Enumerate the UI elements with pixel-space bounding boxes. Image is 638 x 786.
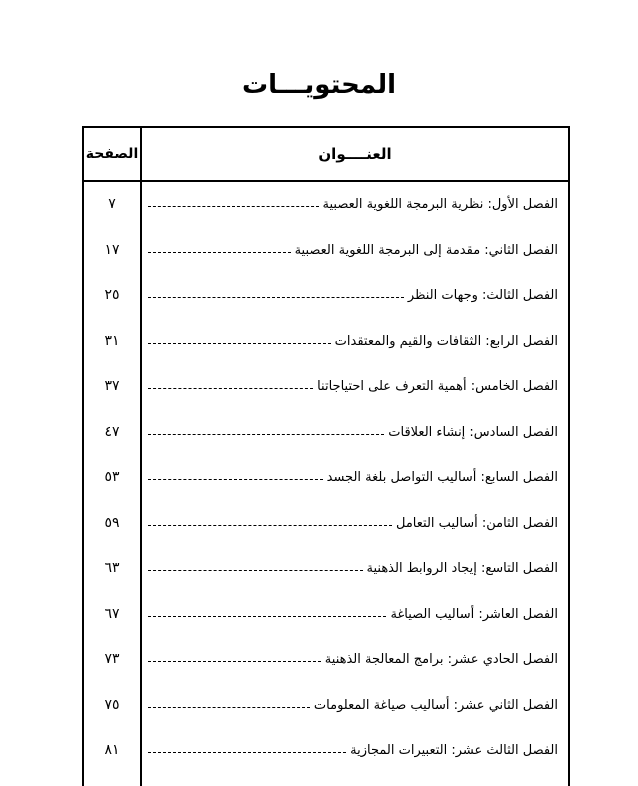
chapter-title: الفصل الرابع: الثقافات والقيم والمعتقدات xyxy=(334,333,558,349)
toc-row[interactable] xyxy=(84,228,568,274)
dot-leader xyxy=(148,479,323,480)
dot-leader xyxy=(148,616,386,617)
chapter-entry xyxy=(146,182,558,228)
dot-leader xyxy=(148,297,404,298)
chapter-title: الفصل الخامس: أهمية التعرف على احتياجاتنا xyxy=(317,379,558,395)
dot-leader xyxy=(148,752,346,753)
toc-row[interactable] xyxy=(84,410,568,456)
page-number: ٧٥ xyxy=(104,696,120,713)
dot-leader xyxy=(148,388,313,389)
header-title-label: العنــــوان xyxy=(318,145,392,163)
page-title: المحتويـــات xyxy=(241,70,397,100)
toc-rows xyxy=(84,182,568,774)
page-number: ٣١ xyxy=(104,332,120,349)
chapter-entry xyxy=(146,546,558,592)
page-number: ٨١ xyxy=(104,742,120,758)
header-page-label: الصفحة xyxy=(85,146,139,162)
dot-leader xyxy=(148,434,384,435)
toc-row[interactable] xyxy=(84,455,568,501)
dot-leader xyxy=(148,206,319,207)
chapter-title: الفصل الثالث عشر: التعبيرات المجازية xyxy=(350,743,558,759)
page-number: ٥٣ xyxy=(104,469,120,485)
chapter-entry xyxy=(146,728,558,774)
page-number: ٤٧ xyxy=(104,423,120,440)
toc-row[interactable] xyxy=(84,319,568,365)
page-number: ٧٣ xyxy=(104,651,120,667)
chapter-entry xyxy=(146,455,558,501)
dot-leader xyxy=(148,343,331,344)
chapter-entry xyxy=(146,683,558,729)
chapter-entry xyxy=(146,273,558,319)
chapter-entry xyxy=(146,592,558,638)
toc-row[interactable] xyxy=(84,728,568,774)
dot-leader xyxy=(148,252,291,253)
toc-row[interactable] xyxy=(84,364,568,410)
chapter-title: الفصل العاشر: أساليب الصياغة xyxy=(390,606,558,622)
page-number: ٢٥ xyxy=(104,287,120,303)
chapter-entry xyxy=(146,319,558,365)
chapter-entry xyxy=(146,364,558,410)
page-number: ٧ xyxy=(108,196,116,212)
chapter-title: الفصل الثالث: وجهات النظر xyxy=(407,288,558,304)
chapter-entry xyxy=(146,410,558,456)
chapter-title: الفصل السادس: إنشاء العلاقات xyxy=(388,424,558,440)
dot-leader xyxy=(148,570,363,571)
dot-leader xyxy=(148,707,310,708)
toc-row[interactable] xyxy=(84,182,568,228)
chapter-title: الفصل السابع: أساليب التواصل بلغة الجسد xyxy=(326,470,558,486)
chapter-title: الفصل الثاني عشر: أساليب صياغة المعلومات xyxy=(313,697,558,713)
chapter-title: الفصل الحادي عشر: برامج المعالجة الذهنية xyxy=(324,652,558,668)
page-number: ١٧ xyxy=(104,241,120,258)
chapter-entry xyxy=(146,501,558,547)
toc-row[interactable] xyxy=(84,501,568,547)
toc-row[interactable] xyxy=(84,546,568,592)
chapter-title: الفصل الأول: نظرية البرمجة اللغوية العصبية xyxy=(322,197,558,213)
chapter-title: الفصل التاسع: إيجاد الروابط الذهنية xyxy=(366,561,558,577)
chapter-title: الفصل الثاني: مقدمة إلى البرمجة اللغوية العصبية xyxy=(294,242,558,258)
toc-table xyxy=(82,126,570,786)
toc-row[interactable] xyxy=(84,273,568,319)
toc-row[interactable] xyxy=(84,683,568,729)
toc-row[interactable] xyxy=(84,637,568,683)
toc-row[interactable] xyxy=(84,592,568,638)
page-number: ٦٣ xyxy=(104,560,120,576)
chapter-entry xyxy=(146,637,558,683)
page-number: ٣٧ xyxy=(104,378,120,394)
chapter-entry xyxy=(146,228,558,274)
page-number: ٦٧ xyxy=(104,605,120,622)
table-header xyxy=(84,128,568,182)
dot-leader xyxy=(148,661,321,662)
dot-leader xyxy=(148,525,392,526)
chapter-title: الفصل الثامن: أساليب التعامل xyxy=(395,515,558,531)
page-number: ٥٩ xyxy=(104,514,120,531)
